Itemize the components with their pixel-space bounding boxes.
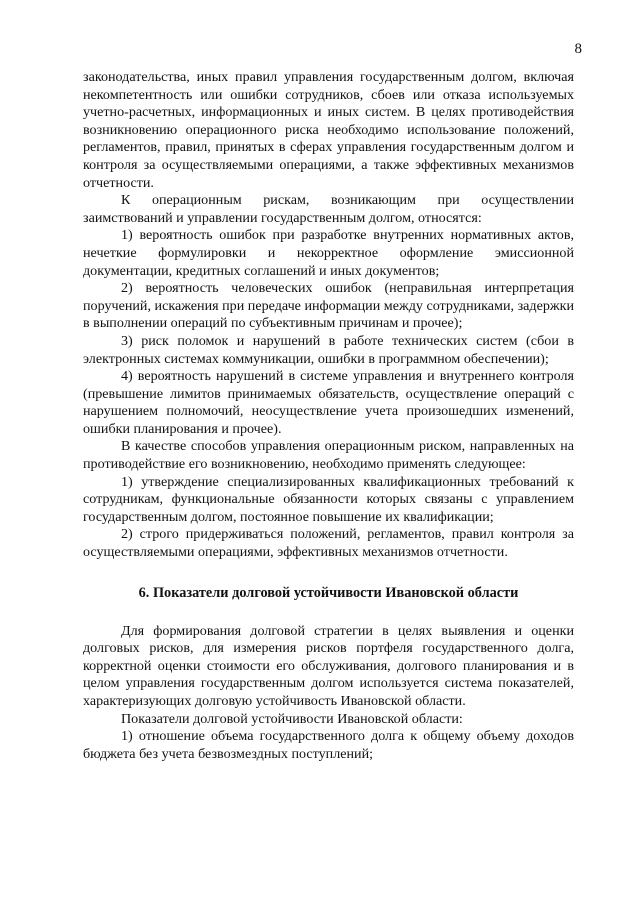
page-number: 8: [574, 41, 582, 57]
list-item-risk-1: 1) вероятность ошибок при разработке внутренних нормативных актов, нечеткие формулировки и некорректное оформление эмиссионной документации, кредитных соглашений и иных документов;: [83, 227, 574, 279]
paragraph-risk-management-methods: В качестве способов управления операционным риском, направленных на противодействие его возникновению, необходимо применять следующее:: [83, 438, 574, 473]
list-item-method-1: 1) утверждение специализированных квалификационных требований к сотрудникам, функциональные обязанности которых связаны с управлением государственным долгом, постоянное повышение их квалификации;: [83, 473, 574, 525]
section-heading: 6. Показатели долговой устойчивости Ивановской области: [138, 584, 519, 601]
list-item-indicator-1: 1) отношение объема государственного долга к общему объему доходов бюджета без учета безвозмездных поступлений;: [83, 728, 574, 762]
document-body: [83, 69, 574, 763]
list-item-risk-3: 3) риск поломок и нарушений в работе технических систем (сбои в электронных системах коммуникации, ошибки в программном обеспечении);: [83, 332, 574, 367]
list-item-method-2: 2) строго придерживаться положений, регламентов, правил контроля за осуществляемыми операциями, эффективных механизмов отчетности.: [83, 526, 574, 561]
paragraph-risk-definition-continued: законодательства, иных правил управления государственным долгом, включая некомпетентность или ошибки сотрудников, сбоев или отказа используемых учетно-расчетных, информационных и иных систем. В целях противодействия возникновению операционного риска необходимо использование положений, регламентов, правил, принятых в сферах управления государственным долгом и контроля за осуществляемыми операциями, а также эффективных механизмов отчетности.: [83, 69, 574, 191]
list-item-risk-2: 2) вероятность человеческих ошибок (неправильная интерпретация поручений, искажения при передаче информации между сотрудниками, задержки в выполнении операций по субъективным причинам и прочее);: [83, 280, 574, 332]
paragraph-indicators-intro: Показатели долговой устойчивости Ивановской области:: [121, 710, 463, 727]
paragraph-debt-strategy: Для формирования долговой стратегии в целях выявления и оценки долговых рисков, для измерения рисков портфеля государственного долга, корректной оценки стоимости его обслуживания, долгового планирования и в целом управления государственным долгом используется система показателей, характеризующих долговую устойчивость Ивановской области.: [83, 622, 574, 709]
list-item-risk-4: 4) вероятность нарушений в системе управления и внутреннего контроля (превышение лимитов принимаемых обязательств, осуществление операций с нарушением полномочий, неосуществление учета произошедших изменений, ошибки планирования и прочее).: [83, 368, 574, 437]
paragraph-operational-risks-intro: К операционным рискам, возникающим при осуществлении заимствований и управлении государственным долгом, относятся:: [83, 192, 574, 226]
